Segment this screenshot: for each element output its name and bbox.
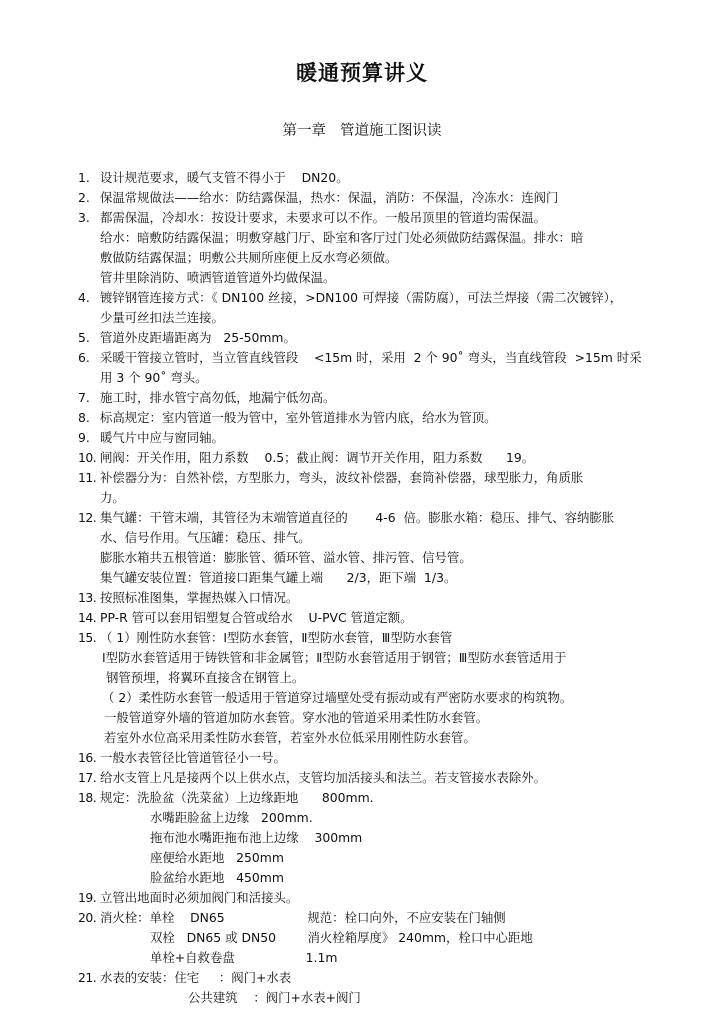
continuation-line: 水嘴距脸盆上边缘 200mm. — [150, 810, 313, 825]
continuation-line: （ 2）柔性防水套管一般适用于管道穿过墙壁处受有振动或有严密防水要求的构筑物。 — [102, 690, 573, 705]
item-number: 8. — [78, 410, 90, 425]
item-text: 闸阀：开关作用，阻力系数 0.5；截止阀：调节开关作用，阻力系数 19。 — [100, 450, 535, 465]
list-item — [78, 888, 678, 908]
continuation-line: 双栓 DN65 或 DN50 消火栓箱厚度》 240mm，栓口中心距地 — [150, 930, 533, 945]
item-text: 一般水表管径比管道管径小一号。 — [100, 750, 286, 765]
list-item — [78, 608, 678, 628]
item-text: 镀锌钢管连接方式：《 DN100 丝接，>DN100 可焊接（需防腐），可法兰焊接（需二次镀锌）， — [100, 290, 623, 305]
continuation-line: 单栓+自救卷盘 1.1m — [150, 950, 338, 965]
item-number: 5. — [78, 330, 90, 345]
item-number: 6. — [78, 350, 90, 365]
item-text: 设计规范要求，暖气支管不得小于 DN20。 — [100, 170, 349, 185]
continuation-line: 力。 — [100, 490, 125, 505]
list-item — [78, 788, 678, 808]
chapter-heading — [0, 120, 724, 142]
continuation-line: 管井里除消防、喷洒管道管道外均做保温。 — [100, 270, 336, 285]
item-number: 21. — [78, 970, 97, 985]
list-item — [78, 328, 678, 348]
item-text: 给水支管上凡是接两个以上供水点，支管均加活接头和法兰。若支管接水表除外。 — [100, 770, 547, 785]
chapter-number: 第一章 — [282, 123, 326, 139]
item-text: 标高规定：室内管道一般为管中，室外管道排水为管内底，给水为管顶。 — [100, 410, 497, 425]
list-item — [78, 188, 678, 208]
item-number: 16. — [78, 750, 97, 765]
list-item — [78, 388, 678, 408]
list-item — [78, 628, 678, 648]
item-number: 10. — [78, 450, 97, 465]
item-text: 水表的安装：住宅 ：阀门+水表 — [100, 970, 292, 985]
item-number: 12. — [78, 510, 97, 525]
continuation-line: 公共建筑 ：阀门+水表+阀门 — [188, 990, 361, 1005]
continuation-line: 钢管预埋，将翼环直接含在钢管上。 — [106, 670, 305, 685]
continuation-line: 膨胀水箱共五根管道：膨胀管、循环管、溢水管、排污管、信号管。 — [100, 550, 472, 565]
continuation-line: 敷做防结露保温；明敷公共厕所座便上反水弯必须做。 — [100, 250, 398, 265]
continuation-line: 拖布池水嘴距拖布池上边缘 300mm — [150, 830, 363, 845]
item-number: 13. — [78, 590, 97, 605]
list-item — [78, 908, 678, 928]
continuation-line: 给水：暗敷防结露保温；明敷穿越门厅、卧室和客厅过门处必须做防结露保温。排水：暗 — [100, 230, 584, 245]
list-item — [78, 468, 678, 488]
continuation-line: 脸盆给水距地 450mm — [150, 870, 284, 885]
list-item — [78, 768, 678, 788]
item-text: 立管出地面时必须加阀门和活接头。 — [100, 890, 299, 905]
item-text: 采暖干管接立管时，当立管直线管段 <15m 时，采用 2 个 90˚ 弯头，当直线管段 >15m 时采 — [100, 350, 642, 365]
item-number: 7. — [78, 390, 90, 405]
continuation-line: Ⅰ型防水套管适用于铸铁管和非金属管；Ⅱ型防水套管适用于钢管；Ⅲ型防水套管适用于 — [102, 650, 567, 665]
list-item — [78, 428, 678, 448]
continuation-line: 少量可丝扣法兰连接。 — [100, 310, 224, 325]
list-item — [78, 508, 678, 528]
item-text: 暖气片中应与窗同轴。 — [100, 430, 224, 445]
item-text: 集气罐：干管末端，其管径为末端管道直径的 4-6 倍。膨胀水箱：稳压、排气、容纳膨胀 — [100, 510, 615, 525]
continuation-line: 座便给水距地 250mm — [150, 850, 284, 865]
list-item — [78, 748, 678, 768]
document-title: 暖通预算讲义 — [296, 61, 428, 85]
item-text: 规定：洗脸盆（洗菜盆）上边缘距地 800mm. — [100, 790, 374, 805]
item-text: 管道外皮距墙距离为 25-50mm。 — [100, 330, 296, 345]
item-number: 9. — [78, 430, 90, 445]
list-item — [78, 968, 678, 988]
item-text: 消火栓：单栓 DN65 规范：栓口向外，不应安装在门轴侧 — [100, 910, 506, 925]
continuation-line: 集气罐安装位置：管道接口距集气罐上端 2/3，距下端 1/3。 — [100, 570, 457, 585]
item-number: 14. — [78, 610, 97, 625]
item-text: 按照标准图集，掌握热媒入口情况。 — [100, 590, 299, 605]
continuation-line: 若室外水位高采用柔性防水套管，若室外水位低采用刚性防水套管。 — [104, 730, 476, 745]
item-number: 19. — [78, 890, 97, 905]
lecture-content — [78, 168, 678, 1008]
item-number: 2. — [78, 190, 90, 205]
item-number: 17. — [78, 770, 97, 785]
list-item — [78, 408, 678, 428]
list-item — [78, 588, 678, 608]
item-number: 18. — [78, 790, 97, 805]
item-text: 补偿器分为：自然补偿，方型胀力，弯头，波纹补偿器，套筒补偿器，球型胀力，角质胀 — [100, 470, 584, 485]
item-text: 施工时，排水管宁高勿低，地漏宁低勿高。 — [100, 390, 336, 405]
item-number: 11. — [78, 470, 97, 485]
list-item — [78, 208, 678, 228]
continuation-line: 一般管道穿外墙的管道加防水套管。穿水池的管道采用柔性防水套管。 — [104, 710, 489, 725]
continuation-line: 用 3 个 90˚ 弯头。 — [100, 370, 208, 385]
list-item — [78, 168, 678, 188]
item-text: PP-R 管可以套用铝塑复合管或给水 U-PVC 管道定额。 — [100, 610, 413, 625]
item-number: 3. — [78, 210, 90, 225]
list-item — [78, 288, 678, 308]
item-text: 都需保温，冷却水：按设计要求，未要求可以不作。一般吊顶里的管道均需保温。 — [100, 210, 547, 225]
list-item — [78, 448, 678, 468]
item-number: 1. — [78, 170, 90, 185]
item-text: （ 1）刚性防水套管：Ⅰ型防水套管，Ⅱ型防水套管，Ⅲ型防水套管 — [100, 630, 453, 645]
item-number: 15. — [78, 630, 97, 645]
item-text: 保温常规做法——给水：防结露保温，热水：保温，消防：不保温，冷冻水：连阀门 — [100, 190, 559, 205]
chapter-title: 管道施工图识读 — [340, 123, 442, 139]
list-item — [78, 348, 678, 368]
item-number: 20. — [78, 910, 97, 925]
item-number: 4. — [78, 290, 90, 305]
continuation-line: 水、信号作用。气压罐：稳压、排气。 — [100, 530, 311, 545]
